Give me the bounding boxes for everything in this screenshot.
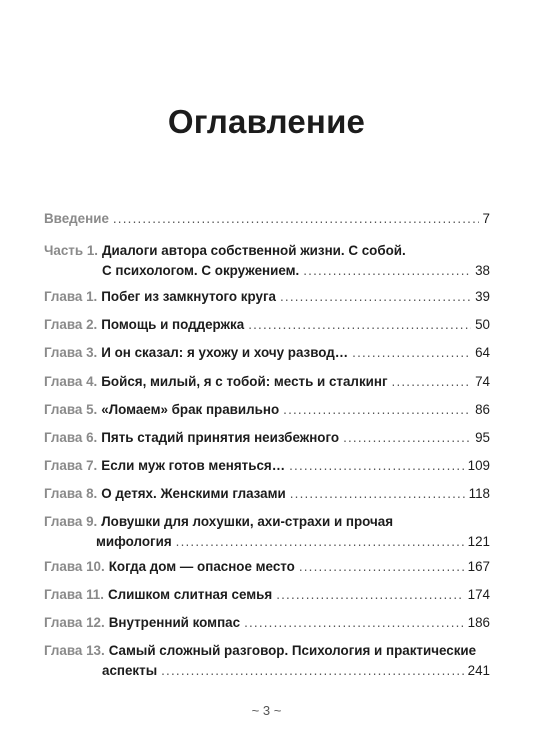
- toc-leader-dots: [299, 557, 464, 576]
- toc-entry-prefix: Глава 6.: [44, 430, 98, 445]
- toc-entry-prefix: Глава 4.: [44, 374, 98, 389]
- toc-entry-part-1[interactable]: [44, 241, 490, 280]
- page-title: Оглавление: [167, 103, 366, 140]
- toc-entry-chapter-4[interactable]: [44, 372, 490, 391]
- toc-entry-title: Внутренний компас: [108, 615, 241, 630]
- toc-entry-page: 174: [467, 587, 490, 602]
- toc-entry-chapter-3[interactable]: [44, 343, 490, 362]
- toc-entry-page: 86: [475, 402, 490, 417]
- toc-entry-chapter-5[interactable]: [44, 400, 490, 419]
- toc-entry-title: Помощь и поддержка: [101, 317, 245, 332]
- toc-leader-dots: [248, 315, 471, 334]
- toc-entry-chapter-13[interactable]: [44, 641, 490, 680]
- toc-entry-page: 167: [467, 559, 490, 574]
- toc-entry-prefix: Глава 10.: [44, 559, 105, 574]
- toc-leader-dots: [276, 585, 463, 604]
- toc-entry-title: Побег из замкнутого круга: [101, 289, 276, 304]
- toc-entry-chapter-7[interactable]: [44, 456, 490, 475]
- toc-entry-page: 39: [475, 289, 490, 304]
- toc-entry-chapter-12[interactable]: [44, 613, 490, 632]
- toc-entry-title: Пять стадий принятия неизбежного: [101, 430, 340, 445]
- toc-entry-title: «Ломаем» брак правильно: [101, 402, 280, 417]
- toc-entry-title: Слишком слитная семья: [107, 587, 273, 602]
- toc-entry-title: Самый сложный разговор. Психология и практические: [108, 643, 477, 658]
- toc-entry-chapter-1[interactable]: [44, 287, 490, 306]
- toc-entry-prefix: Глава 9.: [44, 514, 98, 529]
- toc-entry-page: 50: [475, 317, 490, 332]
- toc-entry-title-continued: аспекты: [102, 663, 158, 678]
- toc-entry-prefix: Глава 8.: [44, 486, 98, 501]
- toc-entry-introduction[interactable]: [44, 209, 490, 228]
- toc-entry-prefix: Глава 12.: [44, 615, 105, 630]
- toc-entry-title: О детях. Женскими глазами: [101, 486, 286, 501]
- toc-entry-title-continued: мифология: [96, 534, 172, 549]
- toc-leader-dots: [176, 532, 464, 551]
- toc-entry-prefix: Глава 11.: [44, 587, 104, 602]
- toc-entry-page: 186: [467, 615, 490, 630]
- toc-entry-page: 7: [482, 211, 490, 226]
- toc-entry-title: Диалоги автора собственной жизни. С собой.: [101, 243, 406, 258]
- toc-entry-chapter-6[interactable]: [44, 428, 490, 447]
- toc-leader-dots: [113, 209, 479, 228]
- page-number-footer: ~ 3 ~: [251, 703, 282, 718]
- toc-entry-page: 64: [475, 345, 490, 360]
- toc-leader-dots: [280, 287, 471, 306]
- toc-entry-title-continued: С психологом. С окружением.: [102, 263, 300, 278]
- toc-entry-page: 121: [467, 534, 490, 549]
- toc-leader-dots: [289, 456, 464, 475]
- toc-leader-dots: [283, 400, 471, 419]
- toc-entry-chapter-8[interactable]: [44, 484, 490, 503]
- toc-entry-title: И он сказал: я ухожу и хочу развод…: [101, 345, 349, 360]
- toc-entry-page: 118: [468, 486, 490, 501]
- toc-entry-prefix: Глава 2.: [44, 317, 98, 332]
- toc-entry-chapter-9[interactable]: [44, 512, 490, 551]
- toc-leader-dots: [161, 661, 464, 680]
- toc-entry-chapter-10[interactable]: [44, 557, 490, 576]
- toc-entry-prefix: Глава 7.: [44, 458, 98, 473]
- toc-leader-dots: [303, 261, 471, 280]
- toc-entry-prefix: Введение: [44, 211, 109, 226]
- toc-entry-prefix: Глава 3.: [44, 345, 98, 360]
- toc-entry-prefix: Глава 5.: [44, 402, 98, 417]
- toc-leader-dots: [290, 484, 465, 503]
- toc-entry-page: 95: [475, 430, 490, 445]
- toc-entry-title: Ловушки для лохушки, ахи-страхи и прочая: [101, 514, 394, 529]
- toc-entry-prefix: Глава 13.: [44, 643, 105, 658]
- toc-entry-chapter-2[interactable]: [44, 315, 490, 334]
- toc-leader-dots: [343, 428, 471, 447]
- toc-entry-prefix: Часть 1.: [44, 243, 98, 258]
- toc-leader-dots: [244, 613, 464, 632]
- toc-entry-page: 109: [467, 458, 490, 473]
- toc-entry-title: Если муж готов меняться…: [101, 458, 286, 473]
- toc-entry-page: 241: [467, 663, 490, 678]
- toc-entry-prefix: Глава 1.: [44, 289, 98, 304]
- toc-entry-page: 38: [475, 263, 490, 278]
- toc-leader-dots: [392, 372, 472, 391]
- toc-entry-page: 74: [475, 374, 490, 389]
- toc-leader-dots: [352, 343, 471, 362]
- toc-entry-title: Когда дом — опасное место: [108, 559, 295, 574]
- toc-entry-chapter-11[interactable]: [44, 585, 490, 604]
- toc-entry-title: Бойся, милый, я с тобой: месть и сталкинг: [101, 374, 388, 389]
